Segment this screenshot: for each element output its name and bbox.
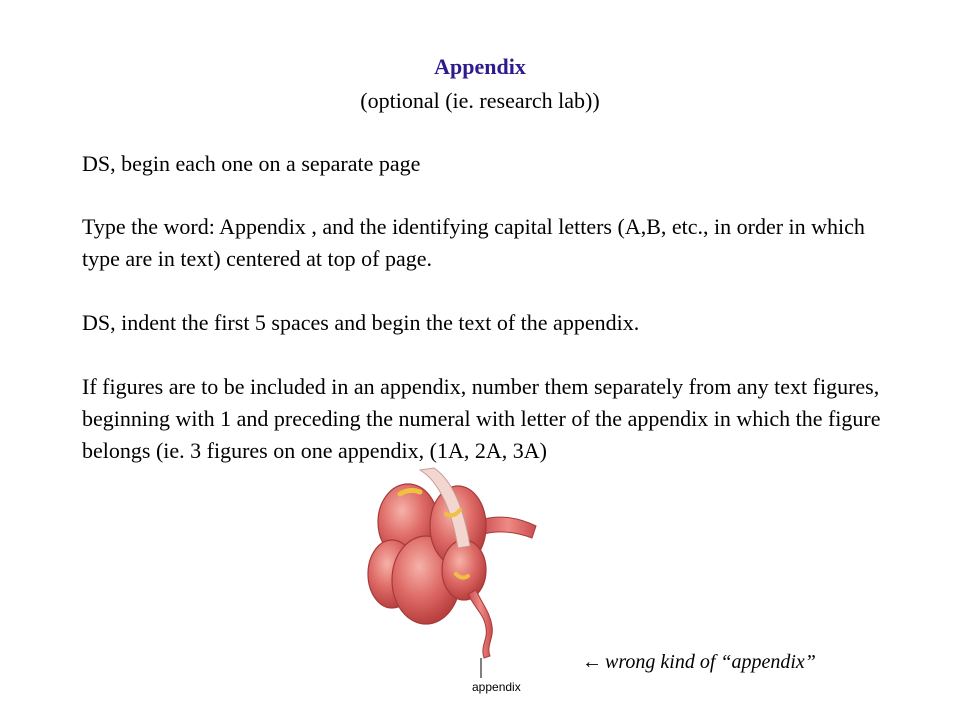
paragraph-type-word: Type the word: Appendix , and the identifying capital letters (A,B, etc., in order in which type are in text) centered at top of page. (82, 214, 865, 271)
slide-subtitle: (optional (ie. research lab)) (360, 88, 600, 113)
paragraph-indent: DS, indent the first 5 spaces and begin the text of the appendix. (82, 310, 640, 335)
intestine-appendix-illustration (360, 462, 560, 702)
appendix-figure-label: appendix (472, 680, 521, 694)
caption-text: wrong kind of “appendix” (605, 651, 816, 673)
paragraph-double-spacing: DS, begin each one on a separate page (82, 151, 421, 176)
slide-title: Appendix (434, 54, 526, 79)
figure-caption (582, 648, 816, 676)
paragraph-figures: If figures are to be included in an appendix, number them separately from any text figures, beginning with 1 and preceding the numeral with letter of the appendix in which the figure belongs (ie. 3 figures on one appendix, (1A, 2A, 3A) (82, 374, 881, 463)
appendix-illustration-icon (360, 462, 560, 702)
left-arrow-icon: ← (582, 651, 602, 673)
